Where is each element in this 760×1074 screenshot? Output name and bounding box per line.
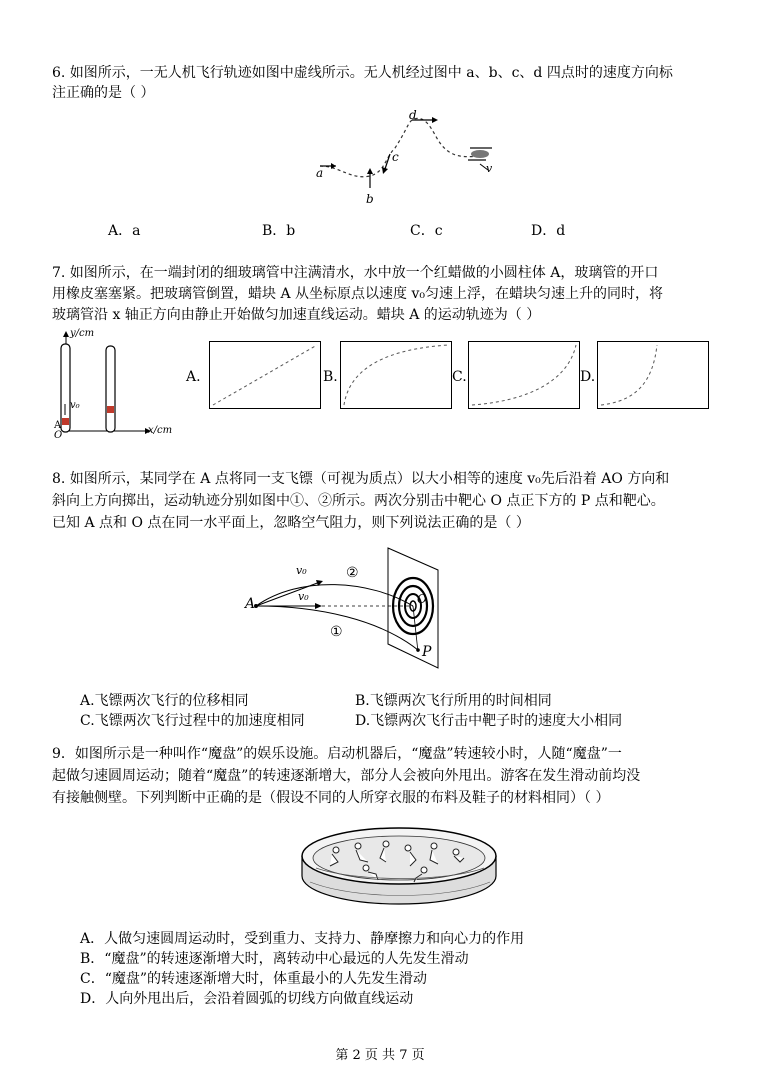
q7-option-a-graph — [209, 341, 321, 409]
q9-stem-line3: 有接触侧壁。下列判断中正确的是（假设不同的人所穿衣服的布料及鞋子的材料相同）（ ） — [52, 790, 610, 806]
q8-label-trajectory-1: ① — [330, 624, 343, 640]
q8-label-A: A — [245, 596, 256, 612]
q8-stem-line2: 斜向上方向掷出，运动轨迹分别如图中①、②所示。两次分别击中靶心 O 点正下方的 P 点和靶心。 — [52, 493, 665, 509]
q7-option-d-graph — [597, 341, 709, 409]
q7-glass-tube-figure — [48, 326, 178, 441]
page-footer: 第 2 页 共 7 页 — [335, 1048, 425, 1063]
q6-label-v: v — [486, 162, 493, 175]
q8-label-v0-upper: v₀ — [296, 564, 307, 577]
q6-label-a: a — [316, 166, 324, 180]
q6-option-c: C．c — [410, 223, 443, 239]
q7-y-axis-label: y/cm — [70, 328, 95, 339]
q6-stem-line1: 6. 如图所示，一无人机飞行轨迹如图中虚线所示。无人机经过图中 a、b、c、d 四点时的速度方向标 — [52, 65, 673, 81]
q8-option-a: A.飞镖两次飞行的位移相同 — [80, 693, 249, 709]
q7-option-b-graph — [340, 341, 452, 409]
q8-dart-target-figure — [240, 540, 470, 670]
q8-label-O: O — [417, 592, 427, 606]
q6-stem-line2: 注正确的是（ ） — [52, 85, 155, 101]
q7-option-c: C. — [452, 369, 467, 385]
q7-option-d: D. — [580, 369, 596, 385]
q7-A-label: A — [54, 420, 62, 431]
q9-option-a: A．人做匀速圆周运动时，受到重力、支持力、静摩擦力和向心力的作用 — [80, 931, 525, 947]
q9-option-b: B．“魔盘”的转速逐渐增大时，离转动中心最远的人先发生滑动 — [80, 951, 469, 967]
q7-O-label: O — [54, 430, 63, 441]
q6-drone-trajectory-figure — [300, 108, 520, 208]
q9-stem-line2: 起做匀速圆周运动；随着“魔盘”的转速逐渐增大，部分人会被向外甩出。游客在发生滑动前均没 — [52, 768, 641, 784]
q8-option-b: B.飞镖两次飞行所用的时间相同 — [355, 693, 552, 709]
q7-x-axis-label: x/cm — [148, 425, 173, 436]
q6-option-a: A．a — [108, 223, 141, 239]
q8-label-v0-lower: v₀ — [298, 590, 309, 603]
q6-label-b: b — [366, 192, 374, 206]
q8-option-c: C.飞镖两次飞行过程中的加速度相同 — [80, 713, 305, 729]
q7-v0-label: v₀ — [70, 400, 80, 411]
q9-stem-line1: 9．如图所示是一种叫作“魔盘”的娱乐设施。启动机器后，“魔盘”转速较小时，人随“魔盘”一 — [52, 746, 622, 762]
q6-option-d: D．d — [531, 223, 566, 239]
q8-label-P: P — [422, 644, 432, 660]
q9-option-d: D．人向外甩出后，会沿着圆弧的切线方向做直线运动 — [80, 991, 414, 1007]
q6-label-d: d — [409, 108, 417, 122]
q6-label-c: c — [392, 150, 399, 164]
q6-option-b: B．b — [262, 223, 296, 239]
q8-option-d: D.飞镖两次飞行击中靶子时的速度大小相同 — [355, 713, 623, 729]
q8-stem-line1: 8. 如图所示，某同学在 A 点将同一支飞镖（可视为质点）以大小相等的速度 v₀先后沿着 AO 方向和 — [52, 471, 670, 487]
q7-option-b: B. — [323, 369, 338, 385]
q9-magic-disc-illustration — [296, 816, 502, 908]
q7-stem-line2: 用橡皮塞塞紧。把玻璃管倒置，蜡块 A 从坐标原点以速度 v₀匀速上浮，在蜡块匀速上升的同时，将 — [52, 286, 663, 302]
q7-option-a: A. — [186, 369, 201, 385]
q8-stem-line3: 已知 A 点和 O 点在同一水平面上，忽略空气阻力，则下列说法正确的是（ ） — [52, 515, 530, 531]
q7-stem-line3: 玻璃管沿 x 轴正方向由静止开始做匀加速直线运动。蜡块 A 的运动轨迹为（ ） — [52, 307, 541, 323]
q7-option-c-graph — [468, 341, 580, 409]
drone-icon — [468, 148, 492, 160]
q9-option-c: C．“魔盘”的转速逐渐增大时，体重最小的人先发生滑动 — [80, 971, 428, 987]
q8-label-trajectory-2: ② — [346, 565, 359, 581]
q7-stem-line1: 7. 如图所示，在一端封闭的细玻璃管中注满清水，水中放一个红蜡做的小圆柱体 A，玻璃管的开口 — [52, 265, 659, 281]
